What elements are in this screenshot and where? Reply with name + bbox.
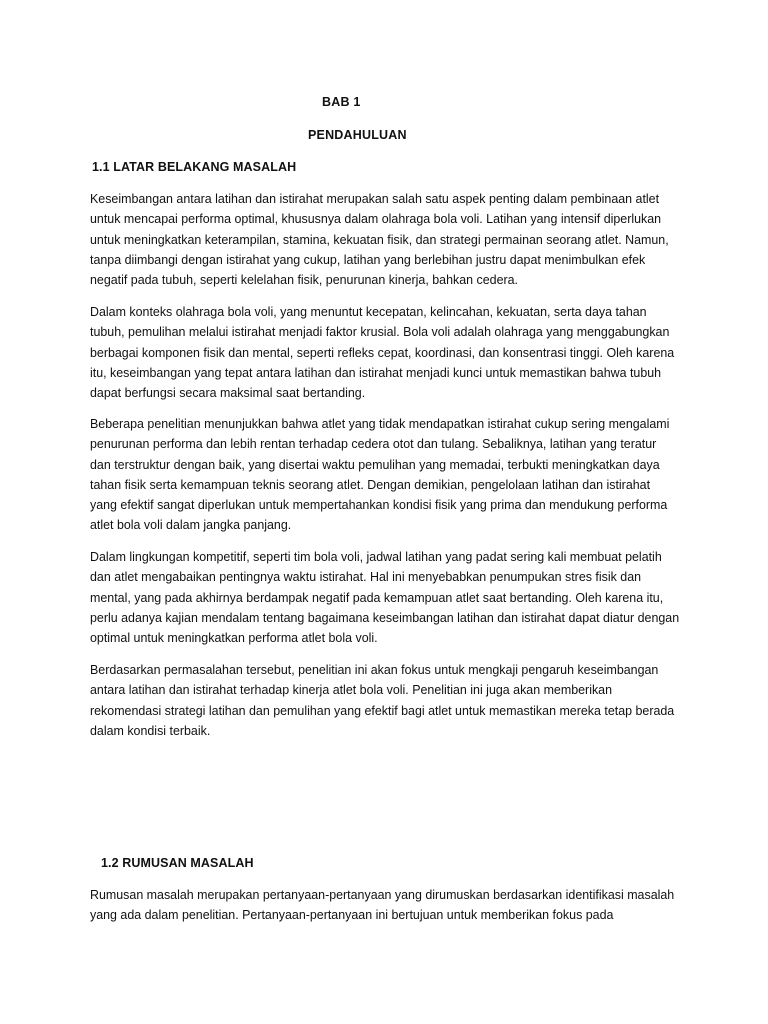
paragraph: Rumusan masalah merupakan pertanyaan-pertanyaan yang dirumuskan berdasarkan identifikasi masalah yang ada dalam penelitian. Pertanyaan-pertanyaan ini bertujuan untuk memberikan fokus pada [90, 888, 675, 923]
section-heading-background: 1.1 LATAR BELAKANG MASALAH [92, 160, 297, 174]
paragraph: Berdasarkan permasalahan tersebut, penelitian ini akan fokus untuk mengkaji pengaruh keseimbangan antara latihan dan istirahat terhadap kinerja atlet bola voli. Penelitian ini juga akan memberikan rekomendasi strategi latihan dan pemulihan yang efektif bagi atlet untuk memastikan mereka tetap berada dalam kondisi terbaik. [90, 663, 675, 738]
paragraph: Keseimbangan antara latihan dan istirahat merupakan salah satu aspek penting dalam pembinaan atlet untuk mencapai performa optimal, khususnya dalam olahraga bola voli. Latihan yang intensif diperlukan untuk meningkatkan keterampilan, stamina, kekuatan fisik, dan strategi permainan seorang atlet. Namun, tanpa diimbangi dengan istirahat yang cukup, latihan yang berlebihan justru dapat menimbulkan efek negatif pada tubuh, seperti kelelahan fisik, penurunan kinerja, bahkan cedera. [90, 192, 669, 288]
chapter-title: PENDAHULUAN [308, 128, 407, 142]
chapter-number: BAB 1 [322, 95, 361, 109]
section-heading-problem-formulation: 1.2 RUMUSAN MASALAH [101, 856, 254, 870]
paragraph: Dalam lingkungan kompetitif, seperti tim bola voli, jadwal latihan yang padat sering kali membuat pelatih dan atlet mengabaikan pentingnya waktu istirahat. Hal ini menyebabkan penumpukan stres fisik dan mental, yang pada akhirnya berdampak negatif pada kemampuan atlet saat bertanding. Oleh karena itu, perlu adanya kajian mendalam tentang bagaimana keseimbangan latihan dan istirahat dapat diatur dengan optimal untuk meningkatkan performa atlet bola voli. [90, 550, 680, 646]
paragraph: Dalam konteks olahraga bola voli, yang menuntut kecepatan, kelincahan, kekuatan, serta daya tahan tubuh, pemulihan melalui istirahat menjadi faktor krusial. Bola voli adalah olahraga yang menggabungkan berbagai komponen fisik dan mental, seperti refleks cepat, koordinasi, dan konsentrasi tinggi. Oleh karena itu, keseimbangan yang tepat antara latihan dan istirahat menjadi kunci untuk memastikan bahwa tubuh dapat berfungsi secara maksimal saat bertanding. [90, 305, 675, 401]
paragraph: Beberapa penelitian menunjukkan bahwa atlet yang tidak mendapatkan istirahat cukup sering mengalami penurunan performa dan lebih rentan terhadap cedera otot dan tulang. Sebaliknya, latihan yang teratur dan terstruktur dengan baik, yang disertai waktu pemulihan yang memadai, terbukti meningkatkan daya tahan fisik serta kemampuan teknis seorang atlet. Dengan demikian, pengelolaan latihan dan istirahat yang efektif sangat diperlukan untuk mempertahankan kondisi fisik yang prima dan mendukung performa atlet bola voli dalam jangka panjang. [90, 417, 670, 533]
